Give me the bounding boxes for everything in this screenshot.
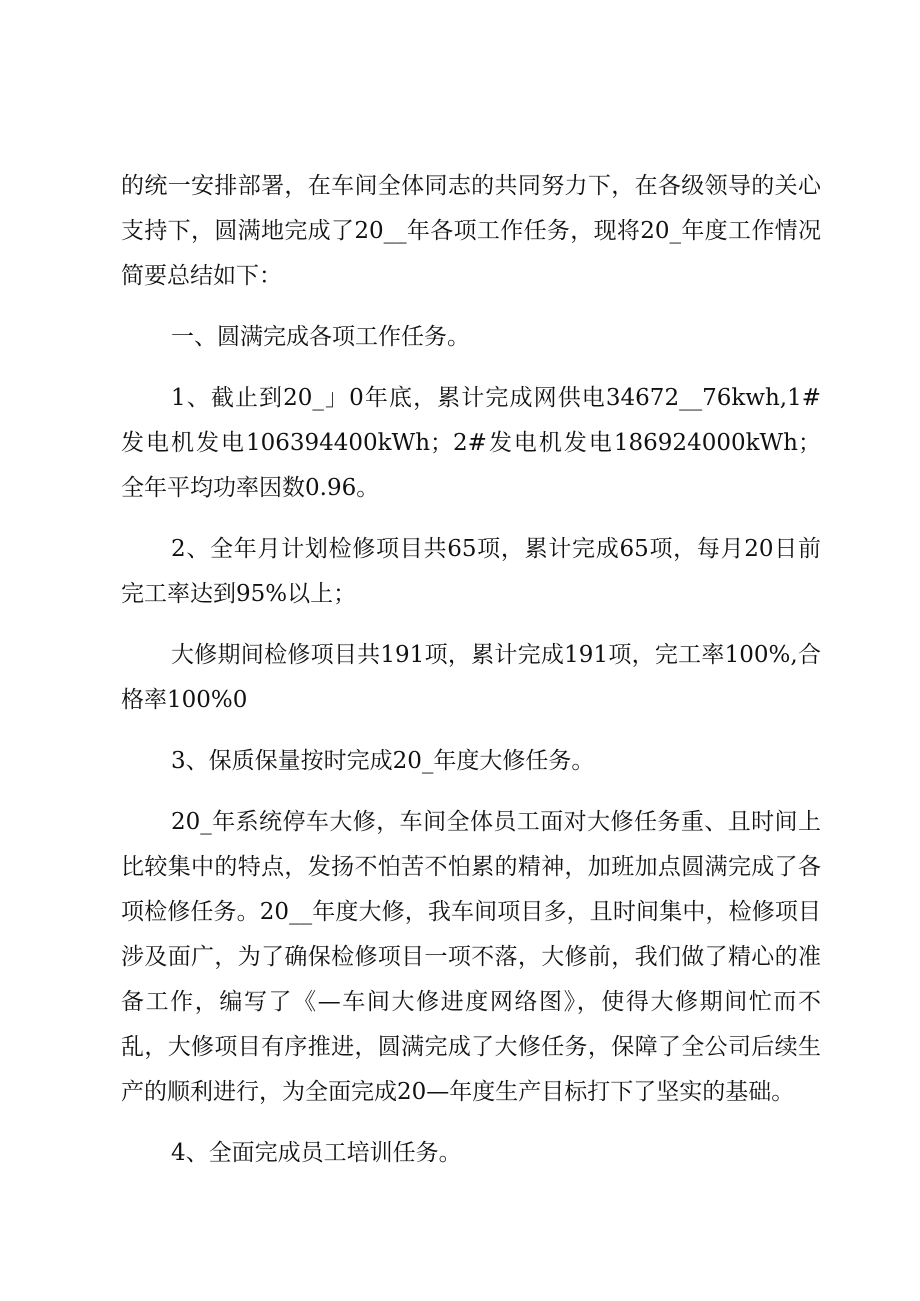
paragraph-item-3: 3、保质保量按时完成20_年度大修任务。 bbox=[171, 748, 595, 774]
paragraph-overhaul-stats: 大修期间检修项目共191项，累计完成191项，完工率100%,合格率100%0 bbox=[121, 642, 821, 713]
paragraph-overhaul-details: 20_年系统停车大修，车间全体员工面对大修任务重、且时间上比较集中的特点，发扬不怕苦不怕累的精神，加班加点圆满完成了各项检修任务。20__年度大修，我车间项目多，且时间集中，检修项目涉及面广，为了确保检修项目一项不落，大修前，我们做了精心的准备工作，编写了《—车间大修进度网络图》，使得大修期间忙而不乱，大修项目有序推进，圆满完成了大修任务，保障了全公司后续生产的顺利进行，为全面完成20—年度生产目标打下了坚实的基础。 bbox=[121, 809, 821, 1105]
paragraph-item-2: 2、全年月计划检修项目共65项，累计完成65项，每月20日前完工率达到95%以上； bbox=[121, 536, 821, 607]
paragraph-section-heading-1: 一、圆满完成各项工作任务。 bbox=[171, 324, 470, 350]
document-body bbox=[121, 164, 821, 1192]
paragraph-intro: 的统一安排部署，在车间全体同志的共同努力下，在各级领导的关心支持下，圆满地完成了20__年各项工作任务，现将20_年度工作情况简要总结如下： bbox=[121, 173, 821, 289]
paragraph-item-4: 4、全面完成员工培训任务。 bbox=[171, 1140, 462, 1166]
paragraph-item-1: 1、截止到20_」0年底，累计完成网供电34672__76kwh,1#发电机发电106394400kWh；2#发电机发电186924000kWh；全年平均功率因数0.96。 bbox=[121, 385, 821, 501]
